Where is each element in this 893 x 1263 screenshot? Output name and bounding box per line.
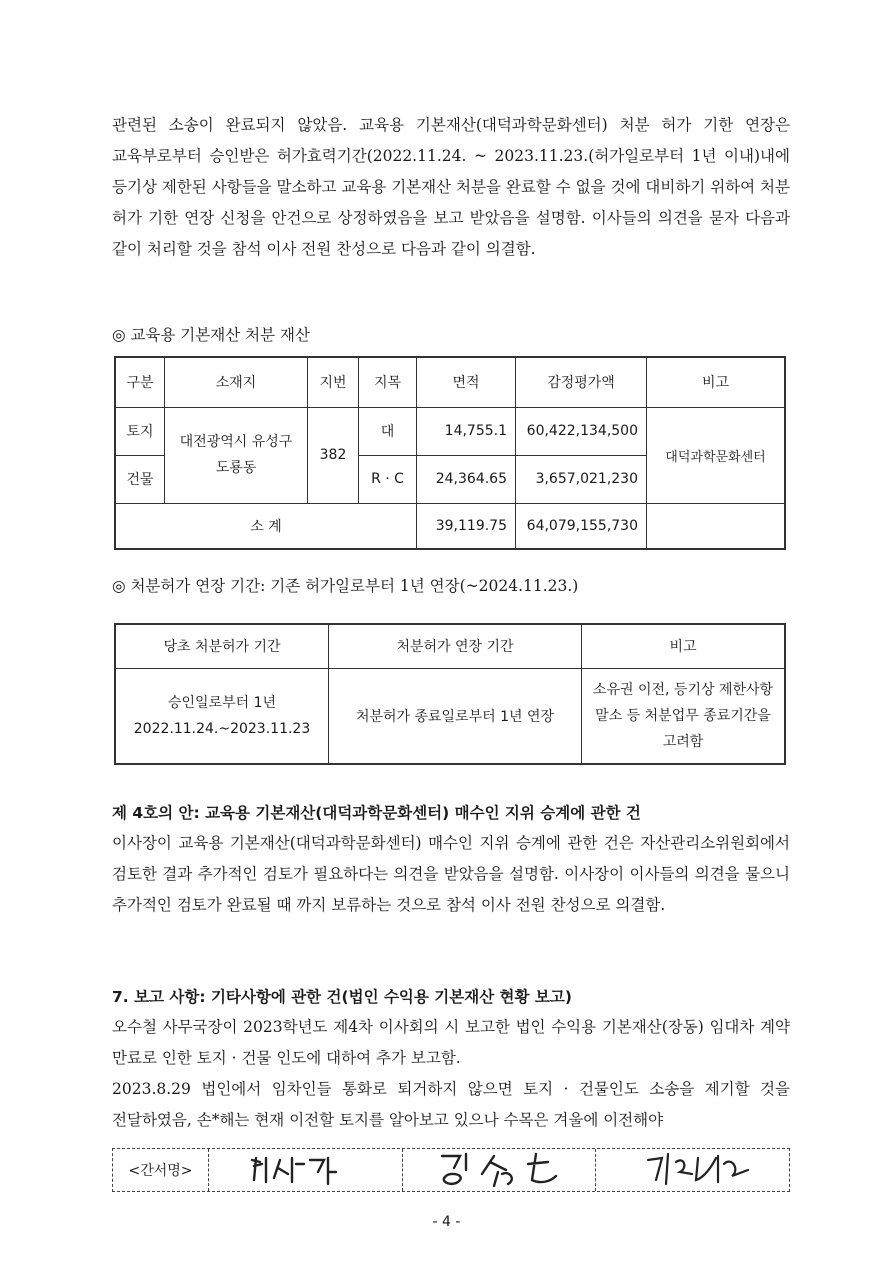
agenda4-body: 이사장이 교육용 기본재산(대덕과학문화센터) 매수인 지위 승계에 관한 건은 자산관리소위원회에서 검토한 결과 추가적인 검토가 필요하다는 의견을 받았음을 설명함. 이사장이 이사들의 의견을 물으니 추가적인 검토가 완료될 때 까지 보류하는 것으로 참석 이사 전원 찬성으로 의결함. [112,834,790,914]
agenda4-heading: 제 4호의 안: 교육용 기본재산(대덕과학문화센터) 매수인 지위 승계에 관한 건 [112,804,641,822]
table-row [115,407,785,455]
cell-lot-number: 382 [308,407,359,503]
section7-heading: 7. 보고 사항: 기타사항에 관한 건(법인 수익용 기본재산 현황 보고) [112,988,572,1006]
cell-extension-period: 처분허가 종료일로부터 1년 연장 [329,668,582,764]
section7-body2: 2023.8.29 법인에서 임차인들 통화로 퇴거하지 않으면 토지 · 건물인도 소송을 제기할 것을 전달하였음, 손*해는 현재 이전할 토지를 알아보고 있으나 수목은 겨울에 이전해야 [112,1080,790,1129]
table-row [115,668,785,764]
col-header-lot: 지번 [308,357,359,407]
cell-category: 토지 [115,407,165,455]
cell-remark: 대덕과학문화센터 [647,407,786,503]
signature-box [112,1148,790,1192]
extension-period-table [114,623,786,765]
intro-paragraph: 관련된 소송이 완료되지 않았음. 교육용 기본재산(대덕과학문화센터) 처분 허가 기한 연장은 교육부로부터 승인받은 허가효력기간(2022.11.24. ~ 2023.11.23.(허가일로부터 1년 이내)내에 등기상 제한된 사항들을 말소하고 교육용 기본재산 처분을 완료할 수 없을 것에 대비하기 위하여 처분 허가 기한 연장 신청을 안건으로 상정하였음을 보고 받았음을 설명함. 이사들의 의견을 묻자 다음과 같이 처리할 것을 참석 이사 전원 찬성으로 다음과 같이 의결함. [112,116,790,258]
cell-remark: 소유권 이전, 등기상 제한사항 말소 등 처분업무 종료기간을 고려함 [582,668,786,764]
cell-area: 14,755.1 [417,407,516,455]
subtotal-label: 소 계 [115,503,417,549]
subtotal-remark [647,503,786,549]
signature-3 [596,1149,789,1191]
subtotal-area: 39,119.75 [417,503,516,549]
col-header-area: 면적 [417,357,516,407]
subtotal-value: 64,079,155,730 [516,503,647,549]
col-header-extension-period: 처분허가 연장 기간 [329,624,582,668]
disposal-property-table [114,356,786,550]
table2-title: ◎ 처분허가 연장 기간: 기존 허가일로부터 1년 연장(~2024.11.23.) [112,577,579,595]
cell-location: 대전광역시 유성구 도룡동 [165,407,308,503]
cell-land-type: 대 [359,407,417,455]
cell-value: 3,657,021,230 [516,455,647,503]
cell-value: 60,422,134,500 [516,407,647,455]
col-header-remark: 비고 [647,357,786,407]
handwritten-signature-icon [240,1152,370,1188]
handwritten-signature-icon [618,1150,768,1190]
col-header-value: 감정평가액 [516,357,647,407]
subtotal-row [115,503,785,549]
cell-land-type: R · C [359,455,417,503]
col-header-location: 소재지 [165,357,308,407]
original-period-line2: 2022.11.24.~2023.11.23 [133,720,311,737]
original-period-line1: 승인일로부터 1년 [167,694,277,711]
signature-1 [209,1149,403,1191]
handwritten-signature-icon [424,1150,574,1190]
table-header-row [115,624,785,668]
cell-original-period [115,668,329,764]
page-number: - 4 - [432,1214,461,1230]
cell-area: 24,364.65 [417,455,516,503]
signature-2 [403,1149,597,1191]
col-header-remark: 비고 [582,624,786,668]
col-header-land-type: 지목 [359,357,417,407]
section7-body1: 오수철 사무국장이 2023학년도 제4차 이사회의 시 보고한 법인 수익용 기본재산(장동) 임대차 계약 만료로 인한 토지 · 건물 인도에 대하여 추가 보고함. [112,1018,790,1067]
cell-category: 건물 [115,455,165,503]
col-header-category: 구분 [115,357,165,407]
table1-title: ◎ 교육용 기본재산 처분 재산 [112,326,310,344]
signature-label: <간서명> [113,1149,209,1191]
col-header-original-period: 당초 처분허가 기간 [115,624,329,668]
table-header-row [115,357,785,407]
